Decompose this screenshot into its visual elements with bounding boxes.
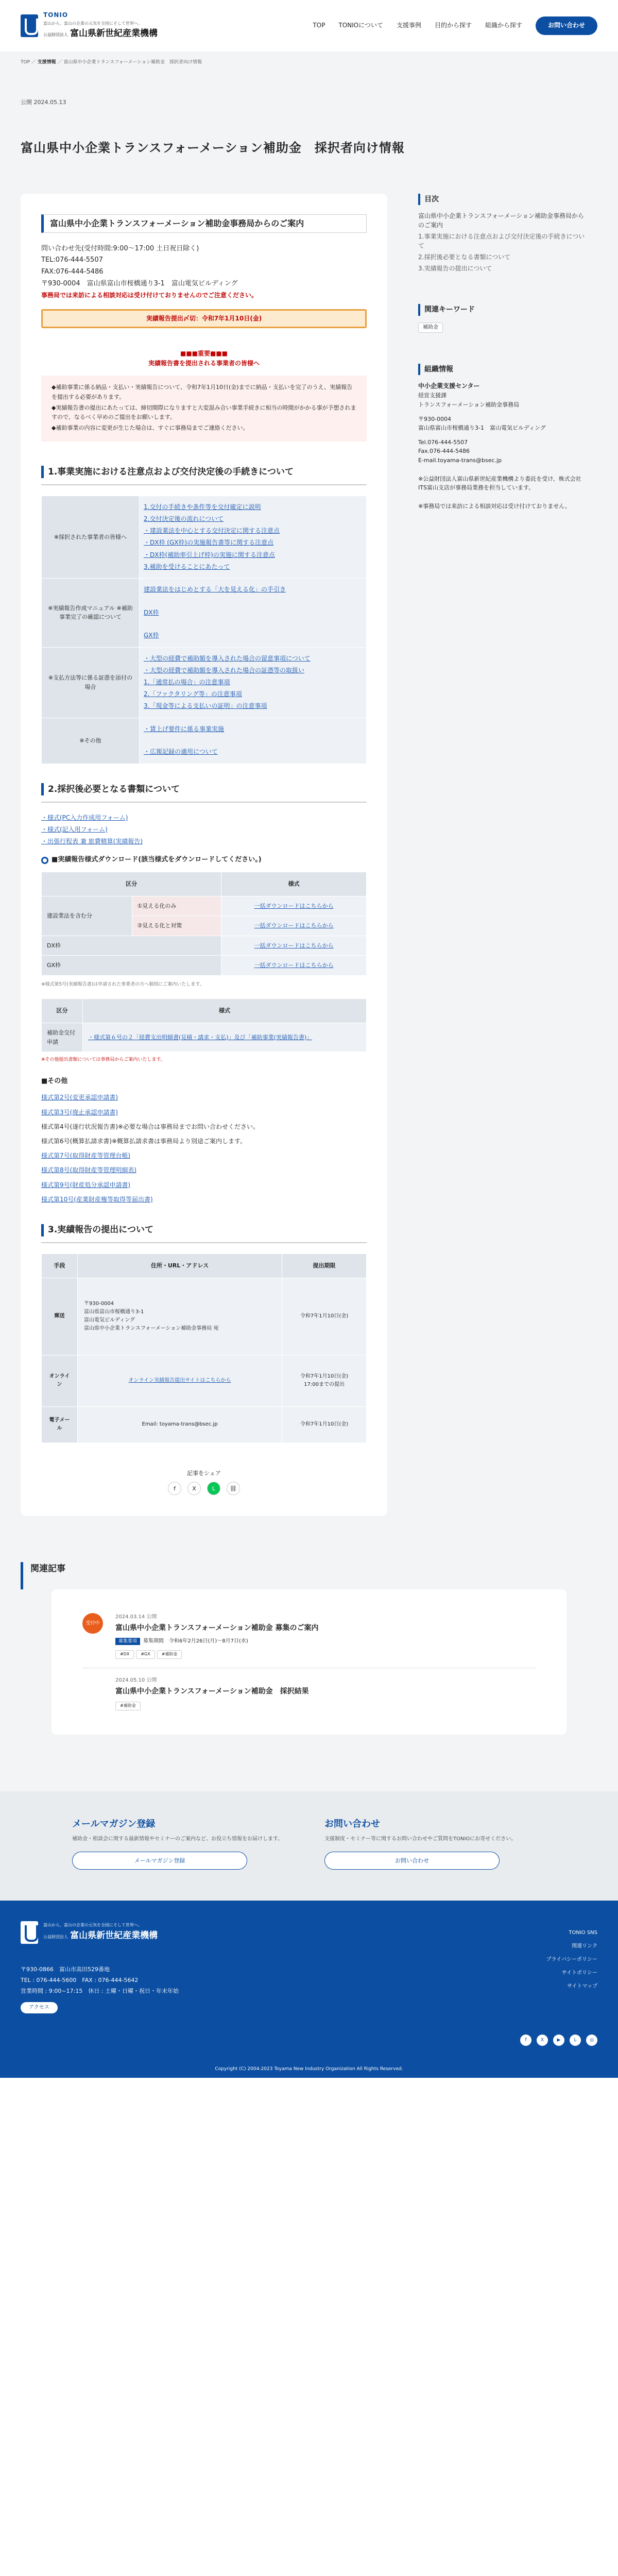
payment-link[interactable]: 3.「現金等による支払いの証明」の注意事項: [144, 702, 267, 710]
publish-date: 公開 2024.05.13: [21, 99, 66, 106]
form-link[interactable]: ・様式(記入用フォーム): [41, 825, 108, 833]
table-row: [42, 1355, 367, 1406]
download-link[interactable]: 一括ダウンロードはこちらから: [254, 942, 334, 949]
list-item[interactable]: [82, 1668, 536, 1719]
col-header: 住所・URL・アドレス: [78, 1254, 282, 1278]
alert-title: ■■■重要■■■: [180, 349, 228, 357]
logo-tagline: 富山から、富山の企業の元気を全国にそして世界へ。: [43, 21, 142, 26]
mail-desc: 補助金・相談会に関する最新情報やセミナーのご案内など、お役立ち情報をお届けします。: [72, 1836, 283, 1842]
row-label: ※実績報告作成マニュアル ※補助事業完了の確認について: [42, 578, 140, 647]
logo-name: 富山県新世紀産業機構: [70, 28, 158, 39]
cta-section: [0, 1791, 618, 1901]
row-category: GX枠: [42, 956, 221, 976]
related-title: 関連記事: [21, 1562, 597, 1589]
circle-icon: [41, 857, 48, 864]
tag[interactable]: #補助金: [115, 1702, 141, 1710]
procedure-link[interactable]: ・DX枠(補助率引上げ枠)の実施に関する注意点: [144, 551, 275, 558]
rel-period: 募集期間 令和6年2月26日(月)～8月7日(水): [143, 1638, 248, 1644]
logo-tonio: TONIO: [43, 11, 68, 19]
footer-link[interactable]: サイトポリシー: [561, 1970, 597, 1976]
toc: [418, 194, 588, 273]
footer-link[interactable]: プライバシーポリシー: [546, 1957, 597, 1963]
table-row: [42, 956, 367, 976]
breadcrumb-current: 富山県中小企業トランスフォーメーション補助金 採択者向け情報: [63, 60, 202, 65]
download-table: [41, 872, 367, 976]
footer-link[interactable]: 関連リンク: [572, 1943, 597, 1950]
table-row: [42, 1023, 367, 1052]
row-category: DX枠: [42, 936, 221, 956]
procedure-table: [41, 496, 367, 764]
download-note: ※様式第5号(実績報告書)は申請された事業者の方へ個別にご案内いたします。: [41, 982, 204, 988]
contact-title: お問い合わせ: [324, 1818, 380, 1829]
row-label: ※採択された事業者の皆様へ: [42, 496, 140, 578]
page-title: 富山県中小企業トランスフォーメーション補助金 採択者向け情報: [21, 140, 405, 155]
download-link[interactable]: 一括ダウンロードはこちらから: [254, 922, 334, 929]
col-header: 区分: [42, 999, 83, 1023]
download-link[interactable]: 一括ダウンロードはこちらから: [254, 902, 334, 909]
form-doc-text: 様式第6号(概算払請求書)※概算払請求書は事務局より別途ご案内します。: [41, 1137, 247, 1145]
nav-purpose[interactable]: 目的から探す: [434, 22, 472, 29]
method-cell: オンライン: [42, 1355, 78, 1406]
nav-about[interactable]: TONIOについて: [338, 22, 383, 29]
payment-link[interactable]: 1.「通常払の場合」の注意事項: [144, 679, 230, 686]
site-footer: [0, 1901, 618, 2078]
breadcrumb-support[interactable]: 支援情報: [37, 60, 56, 65]
download-heading-text: ■実績報告様式ダウンロード(該当様式をダウンロードしてください。): [52, 856, 262, 864]
toc-item[interactable]: 1.事業実施における注意点および交付決定後の手続きについて: [418, 233, 585, 250]
section-3-title: 3.実績報告の提出について: [41, 1220, 367, 1243]
breadcrumb: TOP ／ 支援情報 ／ 富山県中小企業トランスフォーメーション補助金 採択者向け情報: [0, 52, 618, 72]
instagram-icon[interactable]: ◎: [586, 2035, 597, 2046]
table-row: [42, 1406, 367, 1443]
table-row: [42, 936, 367, 956]
address-line: 営業時間 : 9:00~17:15 休日 : 土曜・日曜・祝日・年末年始: [21, 1988, 179, 1995]
others-list: [41, 1093, 367, 1205]
related-articles: [0, 1562, 618, 1791]
section-1-title: 1.事業実施における注意点および交付決定後の手続きについて: [41, 462, 367, 485]
contact-cta-button[interactable]: お問い合わせ: [324, 1852, 500, 1870]
line-icon[interactable]: L: [570, 2035, 581, 2046]
deadline-cell: 令和7年1月10日(金) 17:00までの提出: [282, 1355, 367, 1406]
nav-top[interactable]: TOP: [313, 22, 325, 29]
contact-button[interactable]: お問い合わせ: [536, 16, 597, 35]
alert-subtitle: 実績報告書を提出される事業者の皆様へ: [148, 359, 260, 367]
row-category: 補助金交付申請: [42, 1023, 83, 1052]
rel-title: 富山県中小企業トランスフォーメーション補助金 募集のご案内: [115, 1624, 319, 1633]
method-cell: 電子メール: [42, 1406, 78, 1443]
tag[interactable]: #補助金: [157, 1650, 182, 1659]
procedure-link[interactable]: ・DX枠 (GX枠)の実施報告書等に関する注意点: [144, 539, 274, 547]
section-2-title: 2.採択後必要となる書類について: [41, 779, 367, 803]
contact-note: 事務局では来訪による相談対応は受け付けておりませんのでご注意ください。: [41, 291, 258, 299]
payment-link[interactable]: ・大型の経費で補助額を導入された場合の証憑等の取扱い: [144, 666, 305, 674]
deadline-cell: 令和7年1月10日(金): [282, 1406, 367, 1443]
main-content: [0, 194, 618, 1562]
tonio-logo-icon: [21, 14, 38, 37]
footer-tagline: 富山から、富山の企業の元気を全国にそして世界へ。: [43, 1923, 142, 1928]
form-doc-link[interactable]: 様式第7号(取得財産等管理台帳): [41, 1152, 130, 1160]
footer-subname: 公益財団法人: [43, 1935, 68, 1940]
footer-address: [21, 1964, 597, 1997]
logo-subname: 公益財団法人: [43, 32, 68, 38]
toc-item[interactable]: 2.採択後必要となる書類について: [418, 253, 511, 261]
contact-heading: 富山県中小企業トランスフォーメーション補助金事務局からのご案内: [41, 214, 367, 233]
org-line: 富山県富山市桜橋通り3-1 富山電気ビルディング: [418, 425, 546, 432]
manual-link[interactable]: 建設業法をはじめとする「大を見える化」の手引き: [144, 585, 286, 593]
table-row: [42, 1278, 367, 1355]
page-head: [0, 72, 618, 194]
manual-link[interactable]: DX枠: [144, 608, 159, 616]
table-row: [42, 496, 367, 578]
other-link[interactable]: ・広報記録の適用について: [144, 748, 218, 756]
method-cell: 郵送: [42, 1278, 78, 1355]
site-header: [0, 0, 618, 52]
org-line: 〒930-0004: [418, 415, 451, 422]
share-block: [41, 1469, 367, 1496]
mail-title: メールマガジン登録: [72, 1818, 156, 1829]
toc-item[interactable]: 富山県中小企業トランスフォーメーション補助金事務局からのご案内: [418, 212, 584, 229]
alert-box: [41, 376, 367, 441]
address-line: TEL : 076-444-5600 FAX : 076-444-5642: [21, 1977, 139, 1984]
org-line: 経営支援課: [418, 392, 447, 399]
rel-date: 2024.03.14 公開: [115, 1614, 157, 1620]
article: [21, 194, 387, 1516]
form-link[interactable]: ・様式(PC入力作成用フォーム): [41, 814, 128, 821]
category-badge: 募集要項: [115, 1638, 140, 1645]
payment-link[interactable]: ・大型の経費で補助額を導入された場合の留意事項について: [144, 654, 311, 662]
tag[interactable]: #GX: [136, 1650, 154, 1659]
breadcrumb-top[interactable]: TOP: [21, 60, 30, 65]
tonio-logo-icon: [21, 1921, 38, 1944]
youtube-icon[interactable]: ▶: [553, 2035, 564, 2046]
org-line: Fax.076-444-5486: [418, 448, 470, 455]
others-heading: ■その他: [41, 1077, 68, 1085]
contact-box: [324, 1817, 546, 1870]
keywords: [418, 304, 588, 332]
address-line: 〒930-0866 富山市高田529番地: [21, 1966, 110, 1973]
download-heading: [41, 855, 367, 866]
x-icon[interactable]: X: [187, 1482, 201, 1495]
rel-title: 富山県中小企業トランスフォーメーション補助金 採択結果: [115, 1687, 309, 1696]
contact-hours: 問い合わせ先(受付時間:9:00～17:00 土日祝日除く): [41, 244, 199, 252]
share-label: 記事をシェア: [187, 1469, 221, 1477]
contact-address: 〒930-0004 富山県富山市桜橋通り3-1 富山電気ビルディング: [41, 279, 238, 287]
alert-item: ◆補助事業の内容に変更が生じた場合は、すぐに事務局までご連絡ください。: [52, 424, 249, 431]
col-header: 様式: [83, 999, 367, 1023]
col-header: 手段: [42, 1254, 78, 1278]
keyword-title: 関連キーワード: [418, 304, 588, 315]
status-badge: 受付中: [82, 1613, 103, 1634]
form-doc-text: 様式第4号(遂行状況報告書)※必要な場合は事務局までお問い合わせください。: [41, 1123, 260, 1130]
download-table-2: [41, 998, 367, 1052]
org-line: Tel.076-444-5507: [418, 438, 468, 446]
procedure-link[interactable]: ・建設業法を中心とする交付決定に関する注意点: [144, 527, 280, 535]
footer-name: 富山県新世紀産業機構: [70, 1930, 158, 1941]
footer-link[interactable]: TONIO SNS: [569, 1930, 597, 1936]
contact-tel: TEL:076-444-5507: [41, 256, 103, 264]
org-title: 組織情報: [418, 364, 588, 375]
toc-item[interactable]: 3.実績報告の提出について: [418, 265, 492, 273]
toc-title: 目次: [418, 194, 588, 205]
row-label: ※その他: [42, 718, 140, 764]
site-logo[interactable]: [21, 10, 158, 41]
contact-desc: 支援制度・セミナー等に関するお問い合わせやご質問をTONIOにお寄せください。: [324, 1836, 517, 1842]
keyword-tag[interactable]: 補助金: [418, 323, 443, 333]
form-doc-link[interactable]: 様式第2号(変更承認申請書): [41, 1094, 118, 1101]
tag[interactable]: #DX: [115, 1650, 134, 1659]
contact-info: [41, 243, 367, 301]
online-submit-link[interactable]: オンライン実績報告提出サイトはこちらから: [128, 1378, 231, 1384]
form-link[interactable]: ・出張行程表 兼 旅費精算(実績報告): [41, 838, 143, 845]
footer-logo[interactable]: [21, 1921, 597, 1944]
org-email[interactable]: E-mail.toyama-trans@bsec.jp: [418, 456, 502, 464]
alert-item: ◆実績報告書の提出にあたっては、締切間際になりますと大変混み合い事業手続きに相当の時間がかかる事が予想されますので、なるべく早めのご提出をお願いします。: [52, 404, 356, 421]
submission-table: [41, 1253, 367, 1443]
form-doc-link[interactable]: 様式第10号(産業財産権等取得等届出書): [41, 1195, 153, 1203]
footer-sns: [520, 2035, 597, 2046]
download-link[interactable]: ・様式第６号の２「経費支出明細書(見積・請求・支払)」及び「補助事業(実績報告書)」: [88, 1033, 313, 1041]
org-info: [418, 364, 588, 511]
row-label: ※支払方法等に係る証憑を添付の場合: [42, 647, 140, 718]
mail-magazine-button[interactable]: メールマガジン登録: [72, 1852, 247, 1870]
access-button[interactable]: アクセス: [21, 2002, 58, 2013]
deadline-cell: 令和7年1月10日(金): [282, 1278, 367, 1355]
payment-link[interactable]: 2.「ファクタリング等」の注意事項: [144, 690, 242, 698]
sidebar: [418, 194, 588, 1516]
alert-item: ◆補助事業に係る納品・支払い・実績報告について、令和7年1月10日(金)までに納品・支払いを完了のうえ、実績報告を提出する必要があります。: [52, 384, 353, 400]
org-note: ※事務局では来訪による相談対応は受け付けておりません。: [418, 502, 571, 510]
org-line: 中小企業支援センター: [418, 382, 480, 390]
procedure-link[interactable]: 2.交付決定後の流れについて: [144, 515, 224, 522]
col-header: 様式: [221, 872, 367, 896]
nav-organization[interactable]: 組織から探す: [485, 22, 522, 29]
table-row: [42, 578, 367, 647]
copyright: Copyright (C) 2004-2023 Toyama New Industry Organization All Rights Reserved.: [215, 2066, 403, 2072]
mail-magazine-box: [72, 1817, 294, 1870]
row-subcategory: ②見える化と対策: [132, 916, 221, 936]
link-icon[interactable]: ⛓: [227, 1482, 240, 1495]
org-note: ※公益財団法人富山県新世紀産業機構より委託を受け、株式会社ITS富山支店が事務局業務を担当しています。: [418, 475, 581, 492]
rel-date: 2024.05.10 公開: [115, 1677, 157, 1683]
org-line: トランスフォーメーション補助金事務局: [418, 401, 520, 408]
facebook-icon[interactable]: f: [168, 1482, 181, 1495]
global-nav: [313, 16, 597, 35]
form-doc-link[interactable]: 様式第8号(取得財産等管理明細表): [41, 1166, 136, 1174]
download-link[interactable]: 一括ダウンロードはこちらから: [254, 962, 334, 969]
col-header: 提出期限: [282, 1254, 367, 1278]
facebook-icon[interactable]: f: [520, 2035, 531, 2046]
line-icon[interactable]: L: [207, 1482, 220, 1495]
form-links: [41, 813, 367, 847]
contact-fax: FAX:076-444-5486: [41, 268, 104, 276]
deadline-banner: 実績報告提出〆切：令和7年1月10日(金): [41, 309, 367, 328]
table-row: [42, 647, 367, 718]
email-cell[interactable]: Email: toyama-trans@bsec.jp: [78, 1406, 282, 1443]
procedure-link[interactable]: 1.交付の手続きや条件等を交付確定に説明: [144, 503, 261, 511]
row-subcategory: ①見える化のみ: [132, 896, 221, 916]
form-doc-link[interactable]: 様式第3号(廃止承認申請書): [41, 1108, 118, 1116]
footer-links: [546, 1926, 598, 1993]
table-row: [42, 718, 367, 764]
address-cell: 〒930-0004 富山県富山市桜橋通り3-1 富山電気ビルディング 富山県中小企業トランスフォーメーション補助金事務局 宛: [78, 1278, 282, 1355]
other-link[interactable]: ・賃上げ要件に係る事業実施: [144, 725, 225, 733]
table-row: [42, 896, 367, 916]
manual-link[interactable]: GX枠: [144, 632, 159, 639]
nav-cases[interactable]: 支援事例: [396, 22, 421, 29]
footer-link[interactable]: サイトマップ: [567, 1984, 597, 1990]
row-category: 建設業法を含む分: [42, 896, 132, 936]
form-doc-link[interactable]: 様式第9号(財産処分承認申請書): [41, 1181, 130, 1189]
x-icon[interactable]: X: [537, 2035, 548, 2046]
list-item[interactable]: [82, 1605, 536, 1668]
col-header: 区分: [42, 872, 221, 896]
download-red-note: ※その他提出書類については事務局からご案内いたします。: [41, 1057, 165, 1063]
procedure-link[interactable]: 3.補助を受けることにあたって: [144, 563, 230, 570]
